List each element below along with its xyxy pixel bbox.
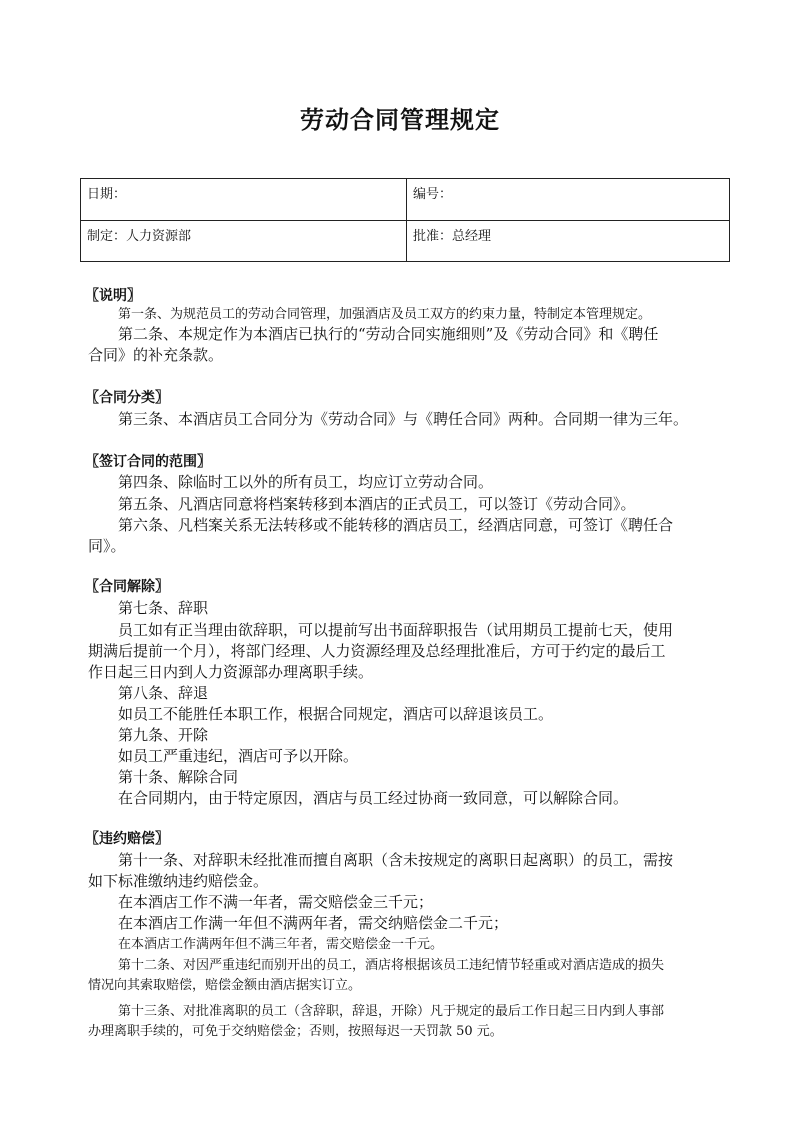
paragraph-line: 第十一条、对辞职未经批准而擅自离职（含未按规定的离职日起离职）的员工，需按 <box>118 851 674 869</box>
approved-by-cell: 批准：总经理 <box>407 220 730 262</box>
document-title: 劳动合同管理规定 <box>300 105 500 134</box>
date-cell: 日期： <box>81 179 407 221</box>
paragraph-line: 第四条、除临时工以外的所有员工，均应订立劳动合同。 <box>118 473 494 491</box>
paragraph-line: 第二条、本规定作为本酒店已执行的“劳动合同实施细则”及《劳动合同》和《聘任 <box>118 325 659 343</box>
paragraph-line: 第十条、解除合同 <box>118 768 239 786</box>
paragraph-line: 员工如有正当理由欲辞职，可以提前写出书面辞职报告（试用期员工提前七天，使用 <box>118 621 674 639</box>
paragraph-line: 合同》的补充条款。 <box>88 346 224 364</box>
paragraph-line: 办理离职手续的，可免于交纳赔偿金；否则，按照每迟一天罚款 50 元。 <box>88 1024 503 1039</box>
paragraph-line: 第十二条、对因严重违纪而别开出的员工，酒店将根据该员工违纪情节轻重或对酒店造成的损失 <box>118 958 665 973</box>
paragraph-line: 在本酒店工作满两年但不满三年者，需交赔偿金一千元。 <box>118 937 444 952</box>
paragraph-line: 第九条、开除 <box>118 726 209 744</box>
section-heading-penalty: 〖违约赔偿〗 <box>85 831 169 847</box>
section-heading-termination: 〖合同解除〗 <box>85 579 169 595</box>
paragraph-line: 在本酒店工作不满一年者，需交赔偿金三千元； <box>118 893 434 911</box>
section-heading-explain: 〖说明〗 <box>85 288 141 304</box>
paragraph-line: 如员工不能胜任本职工作，根据合同规定，酒店可以辞退该员工。 <box>118 705 554 723</box>
paragraph-line: 第三条、本酒店员工合同分为《劳动合同》与《聘任合同》两种。合同期一律为三年。 <box>118 410 689 428</box>
paragraph-line: 如员工严重违纪，酒店可予以开除。 <box>118 747 359 765</box>
info-row-2 <box>81 220 730 262</box>
paragraph-line: 第一条、为规范员工的劳动合同管理，加强酒店及员工双方的约束力量，特制定本管理规定。 <box>118 307 652 322</box>
paragraph-line: 期满后提前一个月），将部门经理、人力资源经理及总经理批准后，方可于约定的最后工 <box>88 642 666 660</box>
paragraph-line: 在合同期内，由于特定原因，酒店与员工经过协商一致同意，可以解除合同。 <box>118 789 629 807</box>
info-table <box>80 178 730 262</box>
section-heading-classify: 〖合同分类〗 <box>85 390 169 406</box>
paragraph-line: 第八条、辞退 <box>118 684 209 702</box>
number-cell: 编号： <box>407 179 730 221</box>
info-row-1 <box>81 179 730 221</box>
section-heading-scope: 〖签订合同的范围〗 <box>85 454 211 470</box>
made-by-cell: 制定：人力资源部 <box>81 220 407 262</box>
paragraph-line: 第七条、辞职 <box>118 599 209 617</box>
paragraph-line: 作日起三日内到人力资源部办理离职手续。 <box>88 663 374 681</box>
paragraph-line: 如下标准缴纳违约赔偿金。 <box>88 872 269 890</box>
paragraph-line: 第五条、凡酒店同意将档案转移到本酒店的正式员工，可以签订《劳动合同》。 <box>118 495 636 513</box>
paragraph-line: 情况向其索取赔偿，赔偿金额由酒店据实订立。 <box>88 978 362 993</box>
paragraph-line: 同》。 <box>88 537 126 555</box>
paragraph-line: 第六条、凡档案关系无法转移或不能转移的酒店员工，经酒店同意，可签订《聘任合 <box>118 516 674 534</box>
paragraph-line: 在本酒店工作满一年但不满两年者，需交纳赔偿金二千元； <box>118 914 509 932</box>
paragraph-line: 第十三条、对批准离职的员工（含辞职，辞退，开除）凡于规定的最后工作日起三日内到人事部 <box>118 1004 665 1019</box>
